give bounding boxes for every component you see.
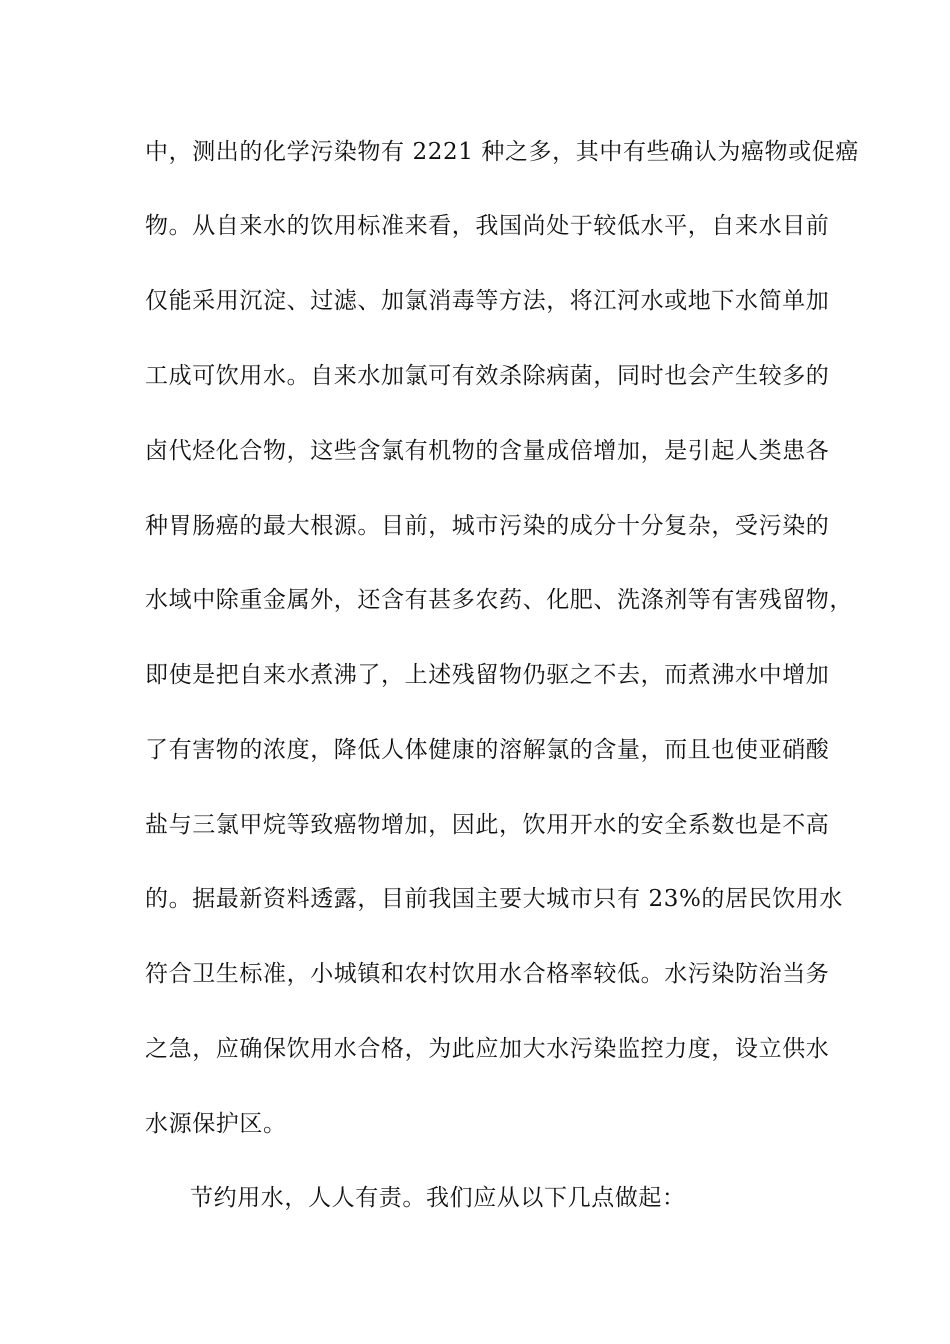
paragraph-line: 工成可饮用水。自来水加氯可有效杀除病菌，同时也会产生较多的: [145, 363, 830, 389]
paragraph-line: 种胃肠癌的最大根源。目前，城市污染的成分十分复杂，受污染的: [145, 513, 830, 539]
paragraph-line: 水源保护区。: [145, 1111, 287, 1137]
paragraph-line: 了有害物的浓度，降低人体健康的溶解氯的含量，而且也使亚硝酸: [145, 737, 830, 763]
paragraph-line: 盐与三氯甲烷等致癌物增加，因此，饮用开水的安全系数也是不高: [145, 812, 830, 838]
paragraph-line: 卤代烃化合物，这些含氯有机物的含量成倍增加，是引起人类患各: [145, 438, 830, 464]
paragraph-line: 即使是把自来水煮沸了，上述残留物仍驱之不去，而煮沸水中增加: [145, 662, 830, 688]
paragraph-line: 符合卫生标准，小城镇和农村饮用水合格率较低。水污染防治当务: [145, 961, 830, 987]
paragraph-line: 中，测出的化学污染物有 2221 种之多，其中有些确认为癌物或促癌: [145, 139, 859, 165]
paragraph-line: 水域中除重金属外，还含有甚多农药、化肥、洗涤剂等有害残留物，: [145, 587, 853, 613]
paragraph-line: 仅能采用沉淀、过滤、加氯消毒等方法，将江河水或地下水简单加: [145, 288, 830, 314]
paragraph-line: 的。据最新资料透露，目前我国主要大城市只有 23%的居民饮用水: [145, 886, 844, 912]
paragraph-line: 物。从自来水的饮用标准来看，我国尚处于较低水平，自来水目前: [145, 213, 830, 239]
paragraph-line-indented: 节约用水，人人有责。我们应从以下几点做起：: [190, 1185, 686, 1211]
paragraph-line: 之急，应确保饮用水合格，为此应加大水污染监控力度，设立供水: [145, 1036, 830, 1062]
